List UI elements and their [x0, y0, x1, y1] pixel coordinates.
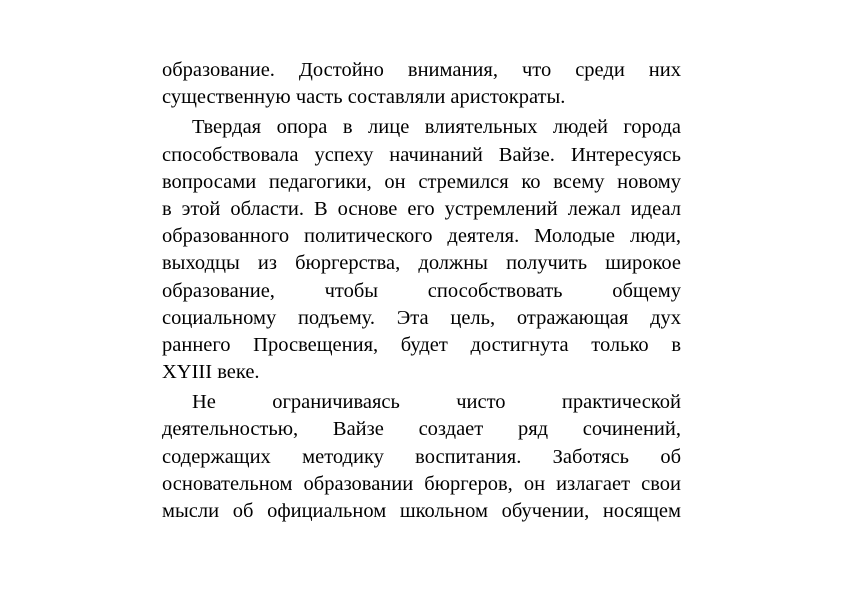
text-line: деятельностью, Вайзе создает ряд сочинений, — [162, 418, 681, 441]
text-line: мысли об официальном школьном обучении, носящем — [162, 500, 681, 522]
text-line: в этой области. В основе его устремлений лежал идеал — [162, 197, 681, 220]
text-line: основательном образовании бюргеров, он излагает свои — [162, 472, 681, 495]
text-line: вопросами педагогики, он стремился ко всему новому — [162, 170, 681, 193]
paragraph-3 — [162, 389, 681, 525]
text-line: содержащих методику воспитания. Заботясь об — [162, 445, 681, 468]
text-line: социальному подъему. Эта цель, отражающая дух — [162, 306, 681, 329]
text-line: Не ограничиваясь чисто практической — [192, 391, 681, 414]
text-line: образование, чтобы способствовать общему — [162, 279, 681, 302]
text-line: существенную часть составляли аристократы. — [162, 86, 566, 109]
text-line: способствовала успеху начинаний Вайзе. Интересуясь — [162, 143, 681, 166]
paragraph-1 — [162, 57, 681, 111]
text-line: раннего Просвещения, будет достигнута только в — [162, 333, 681, 356]
text-line: образование. Достойно внимания, что среди них — [162, 59, 681, 81]
paragraph-2 — [162, 114, 681, 386]
text-line: XYIII веке. — [162, 361, 260, 384]
body-text — [162, 57, 681, 525]
text-line: образованного политического деятеля. Молодые люди, — [162, 225, 681, 248]
text-line: Твердая опора в лице влиятельных людей города — [192, 116, 681, 139]
text-line: выходцы из бюргерства, должны получить широкое — [162, 252, 681, 275]
